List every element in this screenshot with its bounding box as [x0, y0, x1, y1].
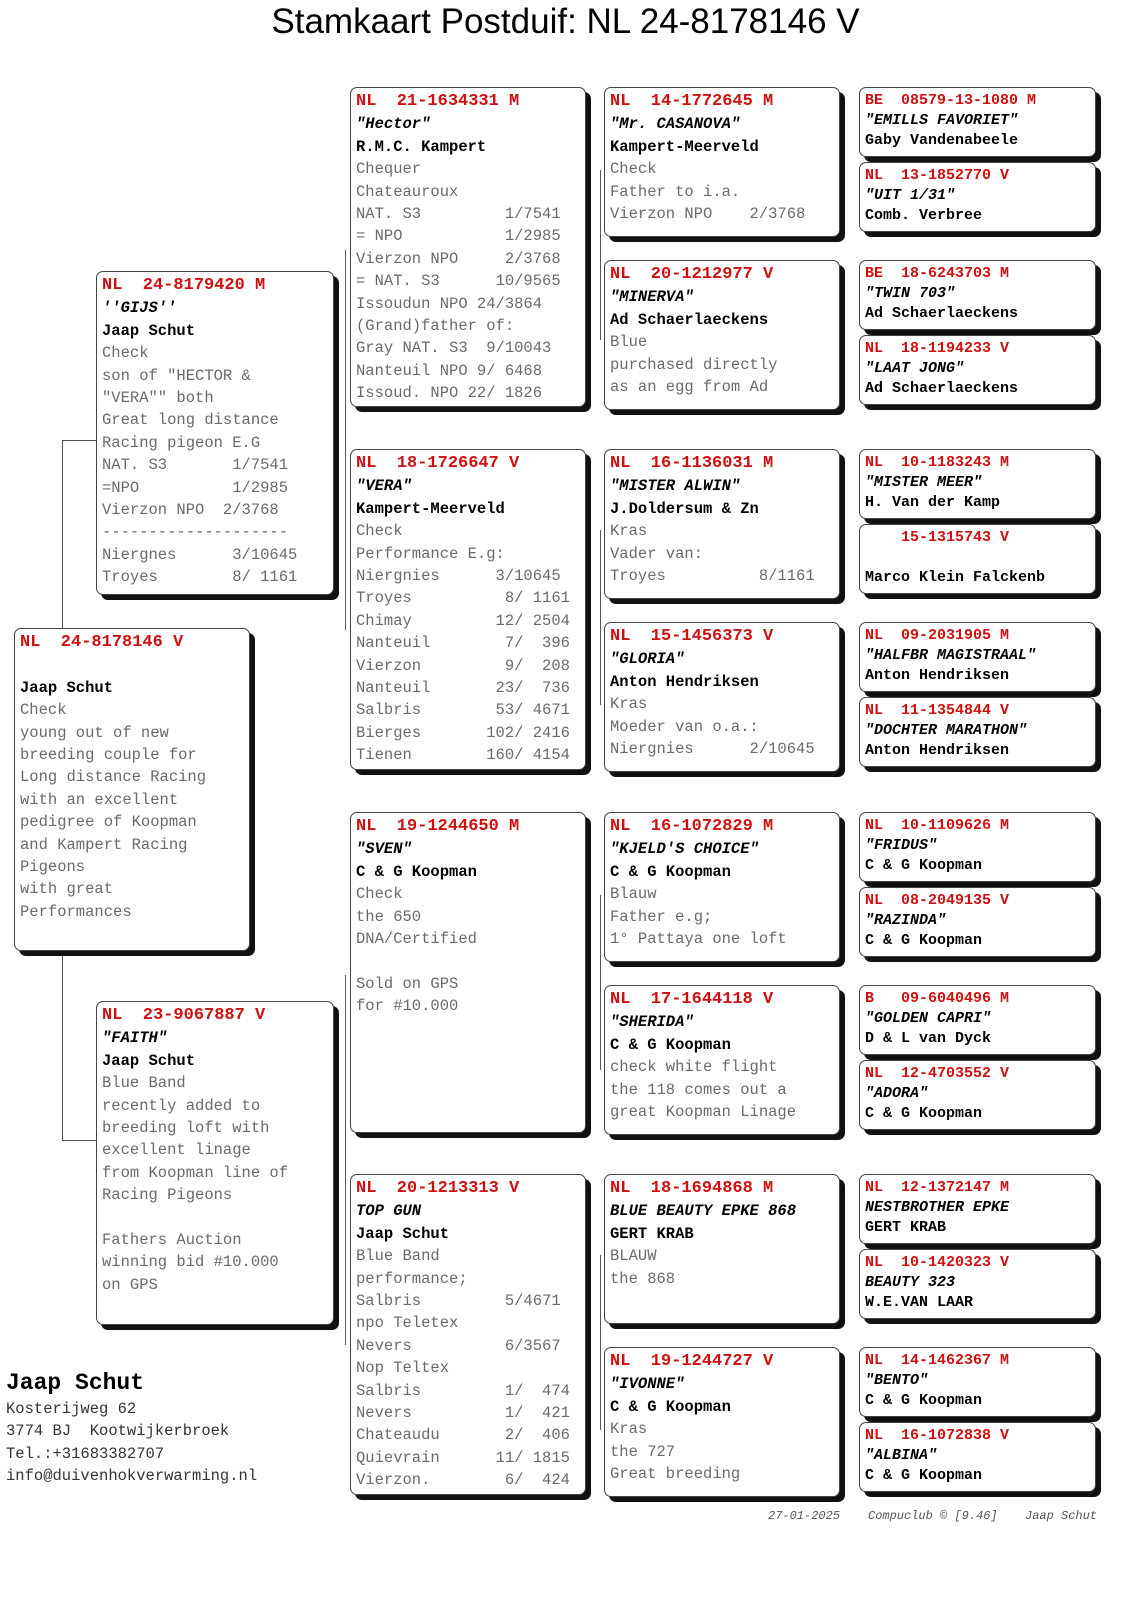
card-line: Great long distance	[102, 411, 279, 430]
card-line: J.Doldersum & Zn	[610, 499, 759, 518]
ring-number: NL 19-1244727 V	[610, 1352, 774, 1371]
pigeon-name: "TWIN 703"	[865, 285, 956, 302]
connector	[600, 895, 601, 1070]
ring-number: NL 17-1644118 V	[610, 990, 774, 1009]
card-line: C & G Koopman	[610, 862, 731, 881]
pigeon-name: "SVEN"	[356, 840, 412, 859]
card-line: Gaby Vandenabeele	[865, 132, 1019, 149]
card-line: Kras	[610, 1420, 648, 1439]
card-line: W.E.VAN LAAR	[865, 1294, 974, 1311]
ring-number: NL 23-9067887 V	[102, 1006, 266, 1025]
pedigree-card	[859, 1347, 1096, 1417]
ring-number: BE 18-6243703 M	[865, 265, 1010, 282]
pigeon-name: "HALFBR MAGISTRAAL"	[865, 647, 1037, 664]
connector	[600, 530, 601, 705]
card-line: Kampert-Meerveld	[356, 499, 505, 518]
ring-number: NL 13-1852770 V	[865, 167, 1010, 184]
card-line: Check	[20, 701, 67, 720]
card-line: GERT KRAB	[610, 1224, 694, 1243]
ring-number: NL 12-4703552 V	[865, 1065, 1010, 1082]
card-line: Performance E.g:	[356, 544, 505, 563]
card-line: Jaap Schut	[102, 1051, 196, 1070]
card-line: Comb. Verbree	[865, 207, 983, 224]
card-line: Long distance Racing	[20, 768, 207, 787]
card-line: Kampert-Meerveld	[610, 137, 759, 156]
card-line: Blue Band	[356, 1247, 440, 1266]
pedigree-card	[604, 812, 840, 962]
card-line: Blauw	[610, 885, 657, 904]
card-line: with great	[20, 880, 114, 899]
card-line: D & L van Dyck	[865, 1030, 992, 1047]
pigeon-name: "IVONNE"	[610, 1375, 685, 1394]
connector	[345, 975, 346, 1345]
card-line: Check	[356, 885, 403, 904]
ring-number: NL 16-1136031 M	[610, 454, 774, 473]
card-line: Vierzon. 6/ 424	[356, 1471, 570, 1490]
card-line: Salbris 1/ 474	[356, 1381, 570, 1400]
connector	[600, 1255, 601, 1430]
pedigree-card	[604, 260, 840, 410]
card-line: the 118 comes out a	[610, 1080, 787, 1099]
card-line: Ad Schaerlaeckens	[865, 305, 1019, 322]
card-line: Marco Klein Falckenb	[865, 569, 1046, 586]
card-line: Racing pigeon E.G	[102, 433, 261, 452]
pedigree-card	[859, 1422, 1096, 1492]
pigeon-name: "FAITH"	[102, 1029, 168, 1048]
card-line: Kras	[610, 522, 648, 541]
ring-number: NL 16-1072838 V	[865, 1427, 1010, 1444]
card-line: Vierzon NPO 2/3768	[102, 500, 279, 519]
card-line: npo Teletex	[356, 1314, 459, 1333]
card-line: great Koopman Linage	[610, 1102, 797, 1121]
pigeon-name: "RAZINDA"	[865, 912, 947, 929]
card-line: on GPS	[102, 1275, 158, 1294]
ring-number: NL 10-1183243 M	[865, 454, 1010, 471]
card-line: Tienen 160/ 4154	[356, 746, 570, 765]
ring-number: NL 14-1462367 M	[865, 1352, 1010, 1369]
card-line: Nanteuil NPO 9/ 6468	[356, 361, 543, 380]
pedigree-card	[859, 1174, 1096, 1244]
card-line: Niergnies 2/10645	[610, 739, 815, 758]
card-line: Blue	[610, 333, 648, 352]
card-line: Gray NAT. S3 9/10043	[356, 339, 552, 358]
card-line: Vierzon NPO 2/3768	[356, 249, 561, 268]
card-line: Check	[102, 344, 149, 363]
pedigree-card	[859, 887, 1096, 957]
card-line: Salbris 5/4671	[356, 1291, 561, 1310]
pigeon-name	[865, 548, 1090, 568]
pedigree-card	[604, 87, 840, 237]
card-line: Niergnes 3/10645	[102, 545, 298, 564]
ring-number: NL 12-1372147 M	[865, 1179, 1010, 1196]
card-line: Jaap Schut	[356, 1224, 450, 1243]
card-line: recently added to	[102, 1096, 261, 1115]
card-line: 1° Pattaya one loft	[610, 929, 787, 948]
card-line: Sold on GPS	[356, 974, 459, 993]
card-line: Kras	[610, 695, 648, 714]
card-line: C & G Koopman	[356, 862, 477, 881]
card-line: C & G Koopman	[865, 1105, 983, 1122]
pedigree-card	[859, 87, 1096, 157]
pedigree-card	[604, 622, 840, 772]
card-line: Nop Teltex	[356, 1359, 450, 1378]
pigeon-name: "ALBINA"	[865, 1447, 938, 1464]
footer-author: Jaap Schut	[1025, 1509, 1098, 1523]
pigeon-name: "MISTER MEER"	[865, 474, 983, 491]
pedigree-card	[859, 985, 1096, 1055]
card-line: NAT. S3 1/7541	[102, 456, 289, 475]
card-line: C & G Koopman	[610, 1035, 731, 1054]
pedigree-card	[859, 162, 1096, 232]
pigeon-name: ''GIJS''	[102, 299, 177, 318]
card-line: Troyes 8/1161	[610, 566, 815, 585]
card-line: C & G Koopman	[865, 1467, 983, 1484]
card-line: GERT KRAB	[865, 1219, 947, 1236]
card-line: R.M.C. Kampert	[356, 137, 487, 156]
card-line: performance;	[356, 1269, 468, 1288]
pigeon-name: "Hector"	[356, 115, 431, 134]
pigeon-name: "LAAT JONG"	[865, 360, 965, 377]
pedigree-card	[14, 628, 250, 951]
owner-city: 3774 BJ Kootwijkerbroek	[6, 1422, 230, 1441]
card-line: Great breeding	[610, 1464, 741, 1483]
card-line: Vierzon NPO 2/3768	[610, 204, 806, 223]
card-line: Anton Hendriksen	[865, 742, 1010, 759]
card-line: breeding couple for	[20, 745, 197, 764]
card-line: check white flight	[610, 1058, 778, 1077]
ring-number: NL 18-1694868 M	[610, 1179, 774, 1198]
pedigree-card	[350, 1174, 586, 1495]
card-line: Troyes 8/ 1161	[356, 589, 570, 608]
card-line: for #10.000	[356, 997, 459, 1016]
card-line: Racing Pigeons	[102, 1186, 233, 1205]
pigeon-name: BEAUTY 323	[865, 1274, 956, 1291]
card-line: Chateauroux	[356, 182, 459, 201]
connector	[62, 955, 63, 1140]
card-line: as an egg from Ad	[610, 377, 769, 396]
card-line: Troyes 8/ 1161	[102, 568, 298, 587]
ring-number: NL 21-1634331 M	[356, 92, 520, 111]
pigeon-name: "DOCHTER MARATHON"	[865, 722, 1028, 739]
pigeon-name: "SHERIDA"	[610, 1013, 694, 1032]
card-line: purchased directly	[610, 355, 778, 374]
card-line: --------------------	[102, 523, 289, 542]
card-line: Nanteuil 7/ 396	[356, 634, 570, 653]
card-line: Jaap Schut	[20, 678, 114, 697]
card-line: Jaap Schut	[102, 321, 196, 340]
card-line: Performances	[20, 902, 132, 921]
ring-number: 15-1315743 V	[865, 529, 1010, 546]
card-line: Chequer	[356, 160, 422, 179]
owner-name: Jaap Schut	[6, 1370, 145, 1396]
pigeon-name: BLUE BEAUTY EPKE 868	[610, 1202, 797, 1221]
pedigree-card	[350, 87, 586, 407]
card-line: Nevers 6/3567	[356, 1336, 561, 1355]
card-line: with an excellent	[20, 790, 179, 809]
ring-number: NL 24-8179420 M	[102, 276, 266, 295]
pigeon-name: "KJELD'S CHOICE"	[610, 840, 759, 859]
ring-number: NL 20-1212977 V	[610, 265, 774, 284]
pigeon-name: "GLORIA"	[610, 650, 685, 669]
footer-date: 27-01-2025	[768, 1509, 841, 1523]
ring-number: NL 15-1456373 V	[610, 627, 774, 646]
pigeon-name: TOP GUN	[356, 1202, 422, 1221]
pedigree-card	[859, 622, 1096, 692]
ring-number: NL 18-1726647 V	[356, 454, 520, 473]
card-line: Nevers 1/ 421	[356, 1403, 570, 1422]
card-line: DNA/Certified	[356, 929, 477, 948]
ring-number: NL 19-1244650 M	[356, 817, 520, 836]
pedigree-card	[604, 1174, 840, 1324]
ring-number: NL 08-2049135 V	[865, 892, 1010, 909]
pedigree-card	[604, 449, 840, 599]
card-line: = NPO 1/2985	[356, 227, 561, 246]
pedigree-card	[604, 1347, 840, 1497]
pedigree-card	[859, 812, 1096, 882]
owner-phone: Tel.:+31683382707	[6, 1444, 165, 1463]
card-line: young out of new	[20, 723, 169, 742]
pigeon-name: "GOLDEN CAPRI"	[865, 1010, 992, 1027]
pedigree-card	[859, 524, 1096, 594]
card-line: from Koopman line of	[102, 1163, 289, 1182]
card-line: Nanteuil 23/ 736	[356, 678, 570, 697]
card-line: Father to i.a.	[610, 182, 741, 201]
pigeon-name: NESTBROTHER EPKE	[865, 1199, 1010, 1216]
card-line: Niergnies 3/10645	[356, 566, 561, 585]
pedigree-card	[96, 1001, 334, 1325]
pedigree-card	[96, 271, 334, 595]
card-line: Bierges 102/ 2416	[356, 723, 570, 742]
card-line: Pigeons	[20, 857, 86, 876]
connector	[62, 440, 63, 630]
pedigree-card	[859, 1249, 1096, 1319]
owner-info	[6, 1368, 257, 1488]
pigeon-name: "MINERVA"	[610, 288, 694, 307]
card-line: Anton Hendriksen	[865, 667, 1010, 684]
card-line: =NPO 1/2985	[102, 478, 289, 497]
pedigree-card	[859, 335, 1096, 405]
card-line: Check	[356, 522, 403, 541]
owner-address: Kosterijweg 62	[6, 1400, 137, 1418]
card-line: son of "HECTOR &	[102, 366, 251, 385]
card-line: Ad Schaerlaeckens	[610, 310, 769, 329]
connector	[62, 440, 98, 441]
pedigree-card	[859, 697, 1096, 767]
pigeon-name: "FRIDUS"	[865, 837, 938, 854]
pedigree-card	[859, 1060, 1096, 1130]
pedigree-card	[859, 449, 1096, 519]
card-line: the 650	[356, 907, 422, 926]
pigeon-name: "Mr. CASANOVA"	[610, 115, 741, 134]
card-line: pedigree of Koopman	[20, 813, 197, 832]
connector	[600, 170, 601, 340]
card-line: excellent linage	[102, 1141, 251, 1160]
card-line: C & G Koopman	[610, 1397, 731, 1416]
card-line: BLAUW	[610, 1247, 657, 1266]
card-line: Blue Band	[102, 1074, 186, 1093]
card-line: Chimay 12/ 2504	[356, 611, 570, 630]
ring-number: NL 11-1354844 V	[865, 702, 1010, 719]
pedigree-card	[604, 985, 840, 1135]
card-line: Salbris 53/ 4671	[356, 701, 570, 720]
card-line: Fathers Auction	[102, 1230, 242, 1249]
card-line: Vader van:	[610, 544, 704, 563]
card-line: H. Van der Kamp	[865, 494, 1001, 511]
ring-number: NL 10-1420323 V	[865, 1254, 1010, 1271]
ring-number: NL 10-1109626 M	[865, 817, 1010, 834]
card-line: NAT. S3 1/7541	[356, 204, 561, 223]
pigeon-name: "EMILLS FAVORIET"	[865, 112, 1019, 129]
page-title: Stamkaart Postduif: NL 24-8178146 V	[271, 2, 860, 41]
card-line	[356, 950, 580, 972]
ring-number: B 09-6040496 M	[865, 990, 1010, 1007]
card-line: Vierzon 9/ 208	[356, 656, 570, 675]
pedigree-card	[350, 812, 586, 1133]
card-line: C & G Koopman	[865, 932, 983, 949]
card-line: breeding loft with	[102, 1118, 270, 1137]
card-line: and Kampert Racing	[20, 835, 188, 854]
connector	[345, 250, 346, 630]
card-line: Father e.g;	[610, 907, 713, 926]
card-line: C & G Koopman	[865, 1392, 983, 1409]
pigeon-name: "MISTER ALWIN"	[610, 477, 741, 496]
footer-software: Compuclub © [9.46]	[868, 1509, 998, 1523]
card-line: the 868	[610, 1269, 676, 1288]
card-line: C & G Koopman	[865, 857, 983, 874]
ring-number: NL 24-8178146 V	[20, 633, 184, 652]
ring-number: NL 09-2031905 M	[865, 627, 1010, 644]
pigeon-name: "UIT 1/31"	[865, 187, 956, 204]
card-line: Moeder van o.a.:	[610, 717, 759, 736]
pigeon-name: "VERA"	[356, 477, 412, 496]
card-line: Ad Schaerlaeckens	[865, 380, 1019, 397]
card-line: = NAT. S3 10/9565	[356, 272, 561, 291]
ring-number: NL 20-1213313 V	[356, 1179, 520, 1198]
card-line: winning bid #10.000	[102, 1253, 279, 1272]
card-line: (Grand)father of:	[356, 316, 515, 335]
card-line: Issoud. NPO 22/ 1826	[356, 384, 543, 403]
card-line: Anton Hendriksen	[610, 672, 759, 691]
card-line: Chateaudu 2/ 406	[356, 1426, 570, 1445]
card-line: the 727	[610, 1442, 676, 1461]
ring-number: BE 08579-13-1080 M	[865, 92, 1037, 109]
ring-number: NL 14-1772645 M	[610, 92, 774, 111]
pigeon-name: "BENTO"	[865, 1372, 929, 1389]
pedigree-card	[350, 449, 586, 770]
pigeon-name: "ADORA"	[865, 1085, 929, 1102]
card-line: Check	[610, 160, 657, 179]
pedigree-card	[859, 260, 1096, 330]
connector	[62, 1140, 98, 1141]
card-line	[102, 1207, 328, 1229]
card-line	[20, 654, 244, 676]
card-line: Issoudun NPO 24/3864	[356, 294, 543, 313]
owner-email: info@duivenhokverwarming.nl	[6, 1467, 258, 1486]
ring-number: NL 18-1194233 V	[865, 340, 1010, 357]
ring-number: NL 16-1072829 M	[610, 817, 774, 836]
card-line: "VERA"" both	[102, 388, 214, 407]
card-line: Quievrain 11/ 1815	[356, 1448, 570, 1467]
